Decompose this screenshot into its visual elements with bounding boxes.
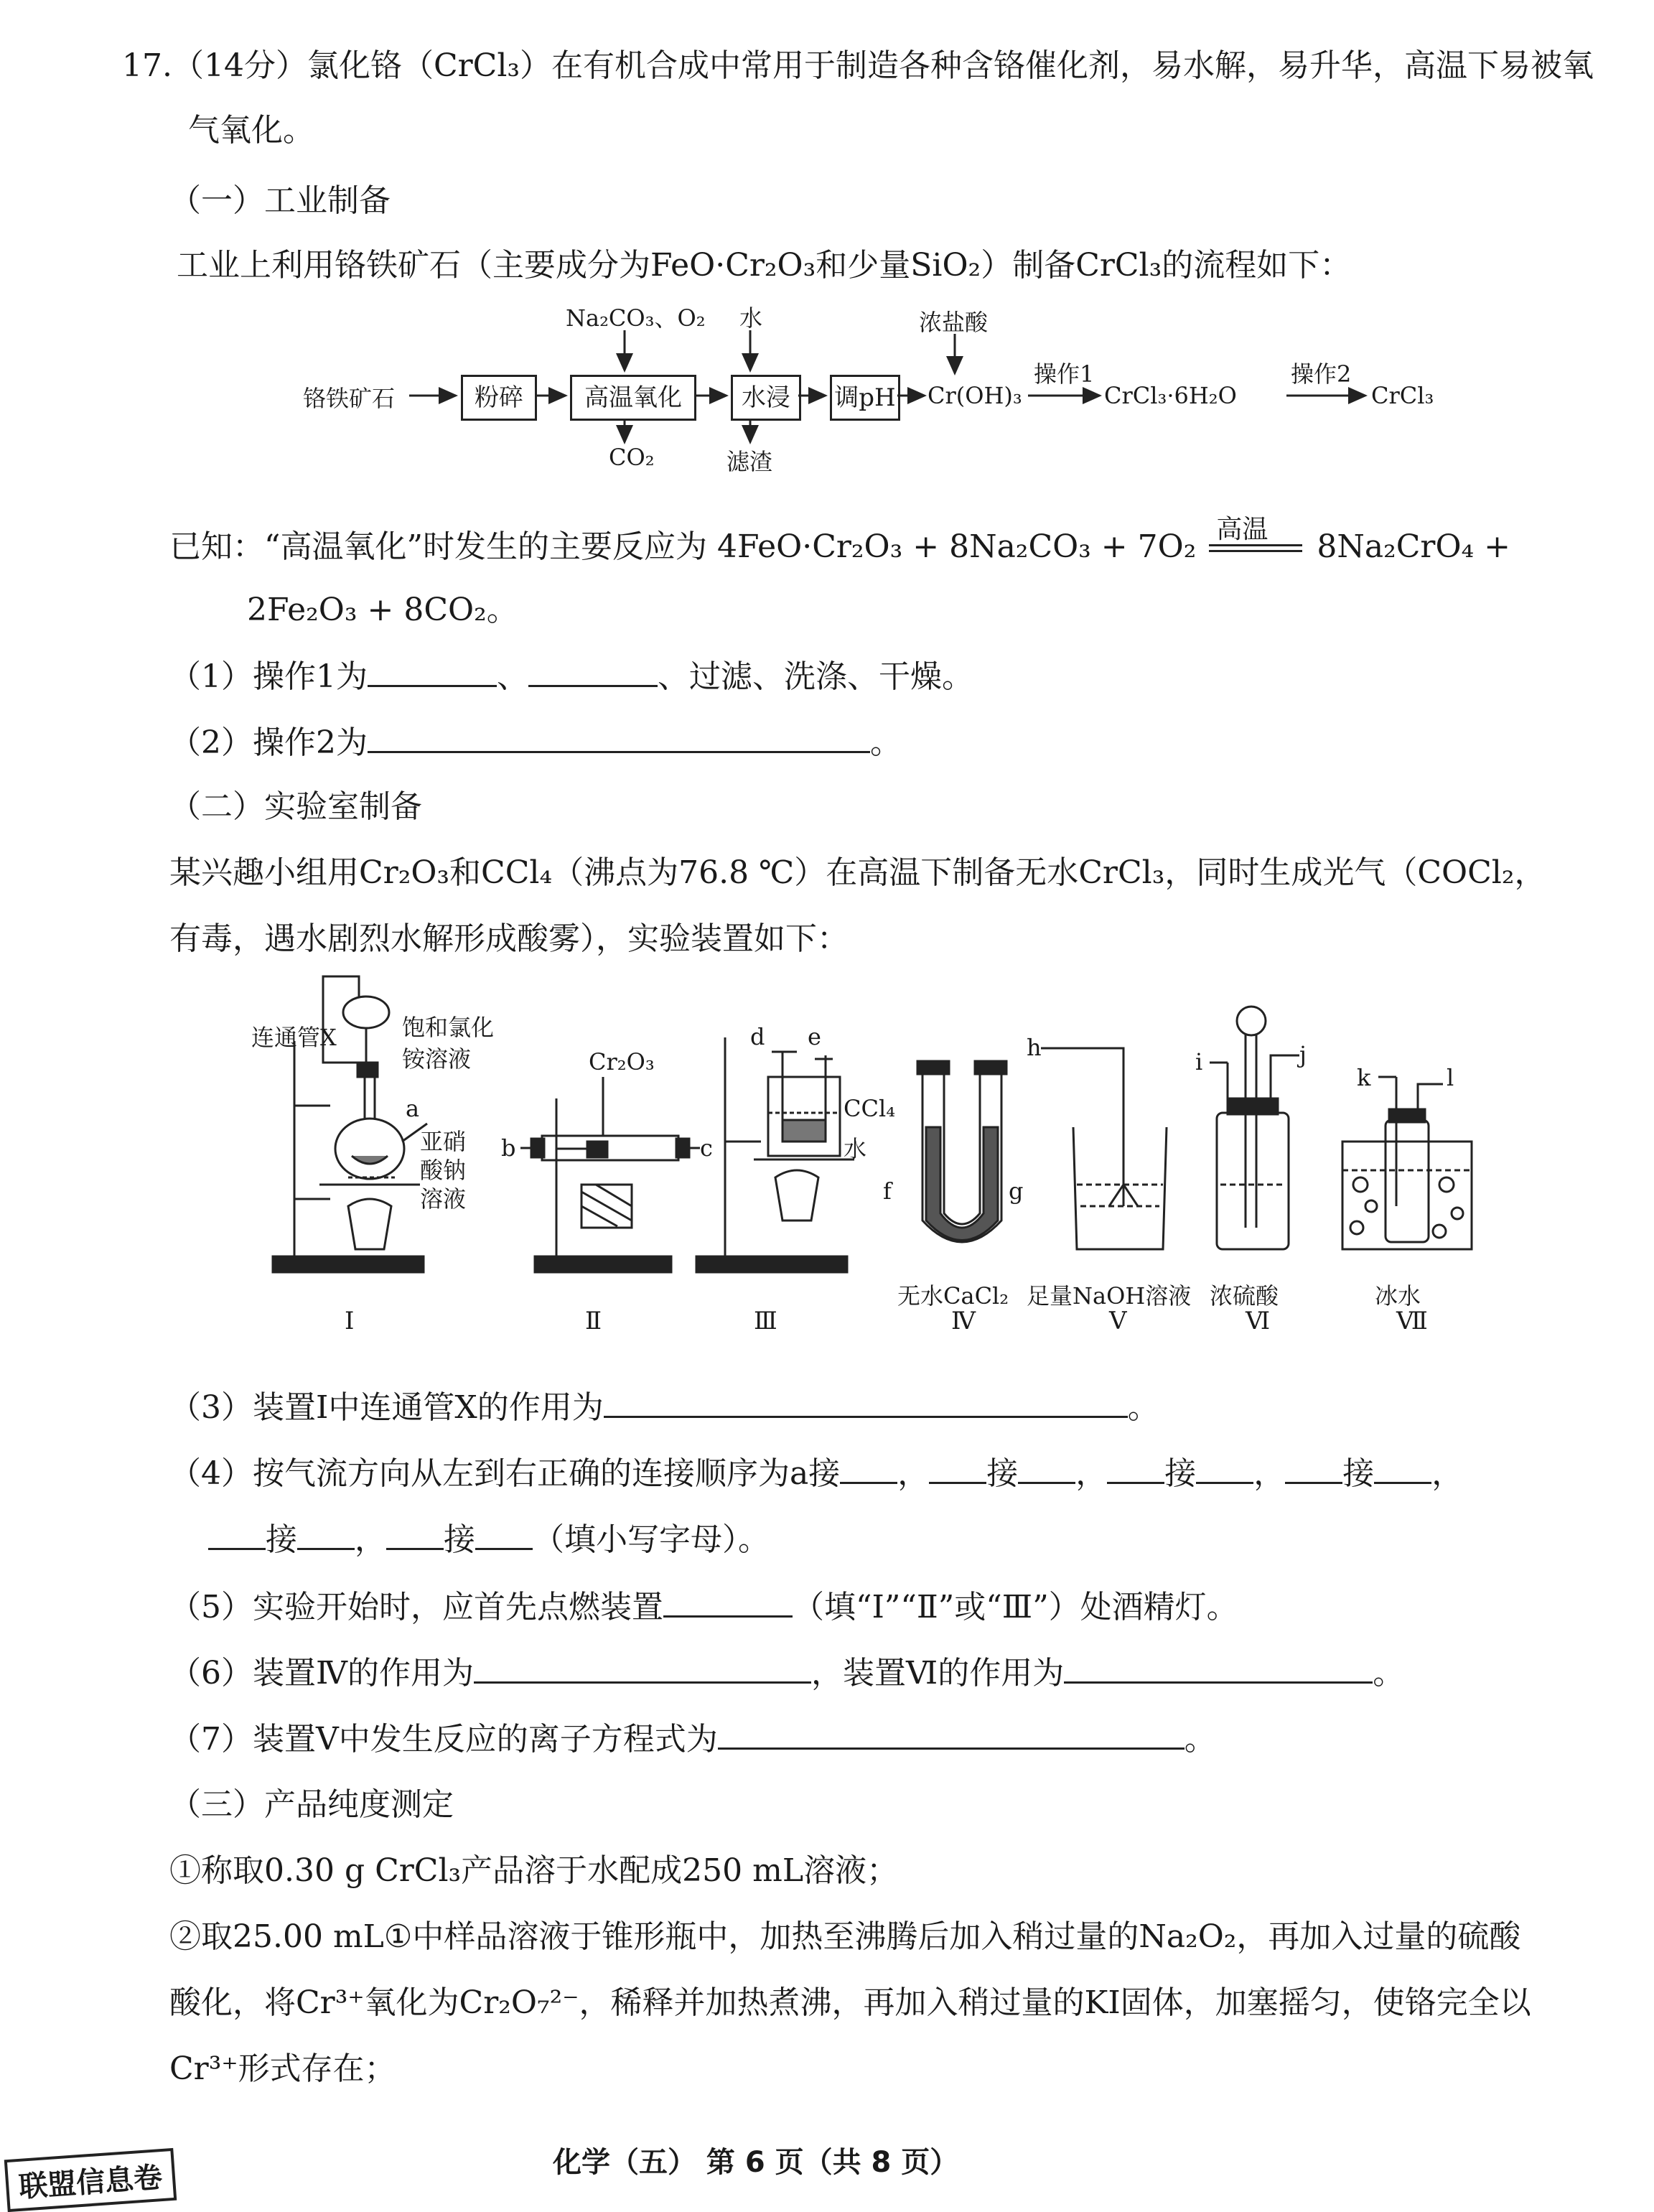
label-d: d: [750, 1023, 765, 1050]
comma: ，: [1075, 1455, 1108, 1492]
part2-heading: （二）实验室制备: [169, 788, 422, 825]
question-1-sep: 、: [497, 658, 528, 695]
answer-blank-7[interactable]: [718, 1717, 1185, 1750]
question-4-end: （填小写字母）。: [533, 1521, 770, 1558]
flow-box-crush: 粉碎: [461, 375, 537, 421]
roman-IV: Ⅳ: [951, 1307, 976, 1335]
label-nh4cl-2: 铵溶液: [402, 1045, 472, 1073]
question-1-tail: 、过滤、洗涤、干燥。: [658, 658, 973, 695]
apparatus-VII: [1342, 1077, 1472, 1249]
answer-blank-4e[interactable]: [1196, 1452, 1253, 1484]
flow-op2-label: 操作2: [1291, 360, 1352, 388]
comma: ，: [897, 1455, 930, 1492]
label-j: j: [1299, 1041, 1307, 1068]
part3-step2-line1: ②取25.00 mL①中样品溶液于锥形瓶中，加热至沸腾后加入稍过量的Na₂O₂，再加入过量的硫酸: [169, 1918, 1521, 1955]
label-g: g: [1009, 1177, 1024, 1205]
question-7: [169, 1717, 1216, 1761]
flow-box-leach: 水浸: [731, 375, 801, 421]
question-1: [169, 655, 973, 699]
label-k: k: [1357, 1064, 1371, 1091]
question-6-mid: ，装置Ⅵ的作用为: [810, 1655, 1065, 1691]
answer-blank-3[interactable]: [604, 1386, 1128, 1418]
question-2-end: 。: [870, 724, 902, 761]
answer-blank-4k[interactable]: [475, 1518, 533, 1550]
label-naoh: 足量NaOH溶液: [1027, 1282, 1192, 1310]
flow-hydrate-label: CrCl₃·6H₂O: [1104, 382, 1237, 409]
roman-VII: Ⅶ: [1396, 1307, 1428, 1335]
answer-blank-4i[interactable]: [297, 1518, 355, 1550]
known-reaction-line1: [169, 515, 1511, 569]
answer-blank-4c[interactable]: [1018, 1452, 1075, 1484]
flow-co2-label: CO₂: [609, 444, 655, 471]
part3-step1: ①称取0.30 g CrCl₃产品溶于水配成250 mL溶液；: [169, 1852, 899, 1889]
question-3-end: 。: [1127, 1389, 1159, 1426]
known-reaction-line2: 2Fe₂O₃ + 8CO₂。: [247, 592, 518, 628]
flow-op1-label: 操作1: [1034, 360, 1095, 388]
answer-blank-4a[interactable]: [840, 1452, 897, 1484]
answer-blank-2[interactable]: [368, 721, 870, 753]
question-1-text: （1）操作1为: [169, 658, 368, 695]
flow-water-label: 水: [739, 304, 763, 332]
label-h: h: [1027, 1034, 1042, 1061]
label-nano2-3: 溶液: [420, 1185, 467, 1213]
question-6: [169, 1651, 1404, 1695]
question-3-text: （3）装置Ⅰ中连通管X的作用为: [169, 1389, 604, 1426]
answer-blank-4h[interactable]: [208, 1518, 266, 1550]
label-b: b: [501, 1134, 516, 1162]
question-5: [169, 1585, 1238, 1629]
answer-blank-6a[interactable]: [474, 1651, 811, 1684]
reaction-condition-label: 高温: [1216, 515, 1268, 544]
apparatus-II: [520, 1077, 700, 1272]
part3-step2-line3: Cr³⁺形式存在；: [169, 2050, 396, 2087]
question-4-text: （4）按气流方向从左到右正确的连接顺序为a接: [169, 1455, 841, 1492]
question-7-text: （7）装置Ⅴ中发生反应的离子方程式为: [169, 1721, 718, 1758]
question-3: [169, 1386, 1159, 1429]
comma: ，: [1431, 1455, 1464, 1492]
label-cr2o3: Cr₂O₃: [589, 1048, 655, 1075]
answer-blank-1a[interactable]: [368, 655, 497, 687]
flow-product-label: CrCl₃: [1371, 382, 1434, 409]
answer-blank-4j[interactable]: [386, 1518, 444, 1550]
label-ccl4: CCl₄: [844, 1095, 896, 1122]
flow-box-oxidize: 高温氧化: [570, 375, 696, 421]
label-e: e: [808, 1023, 821, 1050]
question-7-end: 。: [1184, 1721, 1216, 1758]
roman-II: Ⅱ: [585, 1307, 602, 1335]
label-nano2-2: 酸钠: [420, 1157, 467, 1184]
comma: ，: [1253, 1455, 1286, 1492]
apparatus-V: [1041, 1048, 1167, 1249]
roman-I: Ⅰ: [345, 1307, 355, 1335]
label-l: l: [1447, 1064, 1454, 1091]
question-2-text: （2）操作2为: [169, 724, 368, 761]
connector-jie: 接: [1164, 1455, 1197, 1492]
question-6-end: 。: [1373, 1655, 1405, 1691]
connector-jie: 接: [444, 1521, 475, 1558]
connector-jie: 接: [266, 1521, 297, 1558]
roman-V: Ⅴ: [1109, 1307, 1127, 1335]
label-h2so4: 浓硫酸: [1210, 1282, 1279, 1310]
process-flow-diagram: [302, 294, 1434, 481]
answer-blank-4b[interactable]: [929, 1452, 986, 1484]
alliance-stamp: 联盟信息卷: [4, 2148, 177, 2212]
apparatus-figure: [251, 969, 1543, 1364]
part3-heading: （三）产品纯度测定: [169, 1786, 454, 1823]
flow-reagent-label: Na₂CO₃、O₂: [566, 304, 706, 332]
part2-intro-line1: 某兴趣小组用Cr₂O₃和CCl₄（沸点为76.8 ℃）在高温下制备无水CrCl₃，同时生成光气（COCl₂，: [169, 854, 1546, 891]
label-nh4cl-1: 饱和氯化: [402, 1014, 495, 1041]
flow-start-label: 铬铁矿石: [303, 385, 396, 412]
label-ice-water: 冰水: [1375, 1282, 1421, 1310]
label-c: c: [700, 1134, 713, 1162]
label-nano2-1: 亚硝: [420, 1128, 467, 1155]
question-4-line1: [169, 1452, 1463, 1495]
label-f: f: [883, 1177, 892, 1205]
question-17-line1: 17.（14分）氯化铬（CrCl₃）在有机合成中常用于制造各种含铬催化剂，易水解，易升华，高温下易被氧: [122, 47, 1594, 84]
flow-chromium-hydroxide: Cr(OH)₃: [928, 382, 1022, 409]
roman-VI: Ⅵ: [1246, 1307, 1271, 1335]
part3-step2-line2: 酸化，将Cr³⁺氧化为Cr₂O₇²⁻，稀释并加热煮沸，再加入稍过量的KI固体，加塞摇匀，使铬完全以: [169, 1984, 1531, 2021]
label-water: 水: [844, 1135, 867, 1162]
flow-residue-label: 滤渣: [726, 448, 773, 475]
answer-blank-4f[interactable]: [1285, 1452, 1342, 1484]
apparatus-IV: [917, 1061, 1006, 1242]
flow-box-ph: 调pH: [830, 375, 900, 421]
reaction-condition-arrow: [1206, 515, 1307, 569]
question-5-tail: （填“Ⅰ”“Ⅱ”或“Ⅲ”）处酒精灯。: [793, 1589, 1238, 1625]
roman-III: Ⅲ: [754, 1307, 777, 1335]
answer-blank-5[interactable]: [663, 1585, 793, 1618]
apparatus-VI: [1210, 1007, 1299, 1249]
part2-intro-line2: 有毒，遇水剧烈水解形成酸雾），实验装置如下：: [169, 920, 849, 957]
known-reaction-lhs: 已知：“高温氧化”时发生的主要反应为 4FeO·Cr₂O₃ + 8Na₂CO₃ + 7O₂: [169, 528, 1197, 565]
connector-jie: 接: [1342, 1455, 1375, 1492]
answer-blank-4d[interactable]: [1107, 1452, 1164, 1484]
question-4-line2: [208, 1518, 770, 1562]
comma: ，: [355, 1521, 386, 1558]
question-17-line2: 气氧化。: [188, 112, 314, 149]
answer-blank-6b[interactable]: [1064, 1651, 1373, 1684]
connector-jie: 接: [986, 1455, 1019, 1492]
question-5-text: （5）实验开始时，应首先点燃装置: [169, 1589, 663, 1625]
label-cacl2: 无水CaCl₂: [897, 1282, 1009, 1310]
apparatus-III: [696, 1037, 854, 1272]
label-tube-x: 连通管X: [251, 1024, 337, 1051]
known-reaction-rhs: 8Na₂CrO₄ +: [1317, 528, 1511, 565]
answer-blank-1b[interactable]: [528, 655, 658, 687]
question-6-text: （6）装置Ⅳ的作用为: [169, 1655, 474, 1691]
part1-intro: 工业上利用铬铁矿石（主要成分为FeO·Cr₂O₃和少量SiO₂）制备CrCl₃的流程如下：: [177, 247, 1352, 284]
question-2: [169, 721, 902, 765]
part1-heading: （一）工业制备: [169, 182, 391, 219]
page-footer: 化学（五） 第 6 页（共 8 页）: [553, 2146, 959, 2179]
flow-hcl-label: 浓盐酸: [919, 309, 989, 336]
label-a: a: [406, 1095, 420, 1122]
answer-blank-4g[interactable]: [1374, 1452, 1431, 1484]
label-i: i: [1195, 1048, 1203, 1075]
